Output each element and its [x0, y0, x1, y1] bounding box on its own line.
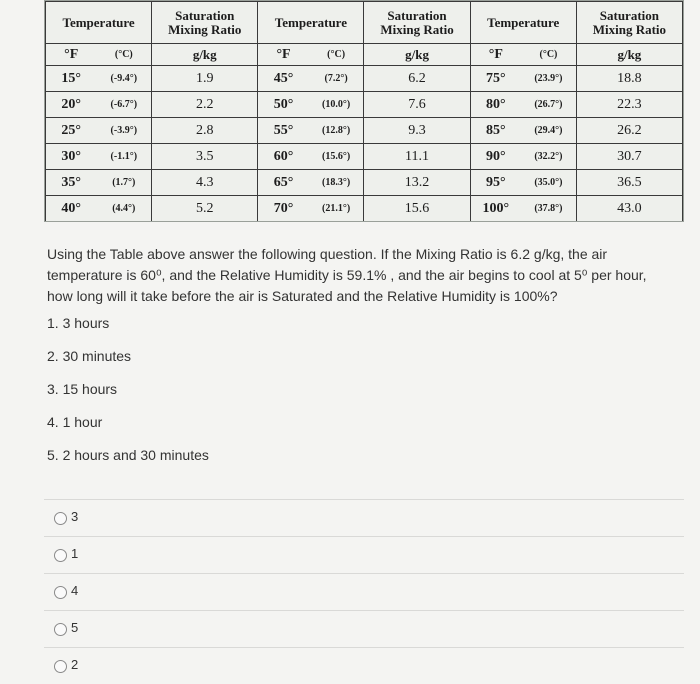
radio-button[interactable] — [54, 512, 67, 525]
temp-c-cell: (15.6°) — [309, 144, 364, 170]
temp-f-cell: 30° — [46, 144, 97, 170]
mixing-ratio-label: Mixing Ratio — [592, 21, 667, 37]
saturation-header — [576, 2, 682, 44]
ratio-unit: g/kg — [576, 44, 682, 66]
ratio-cell: 18.8 — [576, 66, 682, 92]
temp-f-cell: 40° — [46, 196, 97, 222]
question-option: 5. 2 hours and 30 minutes — [47, 447, 209, 463]
answer-choices — [44, 499, 684, 684]
temp-f-cell: 100° — [470, 196, 521, 222]
f-unit: °F — [258, 44, 309, 66]
answer-label[interactable]: 3 — [71, 509, 79, 524]
temp-c-cell: (23.9°) — [521, 66, 576, 92]
table-row — [46, 144, 683, 170]
radio-button[interactable] — [54, 623, 67, 636]
table-photo — [44, 0, 684, 222]
ratio-cell: 1.9 — [152, 66, 258, 92]
temp-c-cell: (21.1°) — [309, 196, 364, 222]
ratio-cell: 7.6 — [364, 92, 470, 118]
answer-choice[interactable] — [44, 647, 684, 684]
ratio-unit: g/kg — [364, 44, 470, 66]
temp-c-cell: (-6.7°) — [96, 92, 151, 118]
temp-c-cell: (10.0°) — [309, 92, 364, 118]
c-unit: (°C) — [96, 44, 151, 66]
radio-button[interactable] — [54, 586, 67, 599]
c-unit: (°C) — [521, 44, 576, 66]
ratio-cell: 43.0 — [576, 196, 682, 222]
temp-c-cell: (18.3°) — [309, 170, 364, 196]
temp-f-cell: 90° — [470, 144, 521, 170]
question-options — [47, 313, 209, 478]
table-row — [46, 196, 683, 222]
temp-c-cell: (-3.9°) — [96, 118, 151, 144]
ratio-cell: 26.2 — [576, 118, 682, 144]
table-row — [46, 66, 683, 92]
answer-label[interactable]: 4 — [71, 583, 79, 598]
temp-c-cell: (7.2°) — [309, 66, 364, 92]
answer-choice[interactable] — [44, 536, 684, 573]
ratio-cell: 4.3 — [152, 170, 258, 196]
ratio-unit: g/kg — [152, 44, 258, 66]
saturation-header — [364, 2, 470, 44]
radio-button[interactable] — [54, 660, 67, 673]
f-unit: °F — [470, 44, 521, 66]
c-unit: (°C) — [309, 44, 364, 66]
temp-c-cell: (29.4°) — [521, 118, 576, 144]
question-option: 2. 30 minutes — [47, 348, 132, 364]
temp-f-cell: 25° — [46, 118, 97, 144]
ratio-cell: 15.6 — [364, 196, 470, 222]
temp-c-cell: (26.7°) — [521, 92, 576, 118]
temp-c-cell: (37.8°) — [521, 196, 576, 222]
unit-row — [46, 44, 683, 66]
mixing-ratio-label: Mixing Ratio — [168, 21, 242, 37]
table-row — [46, 118, 683, 144]
header-row — [46, 2, 683, 44]
temp-f-cell: 65° — [258, 170, 309, 196]
table-body — [46, 2, 683, 222]
temp-f-cell: 15° — [46, 66, 97, 92]
temp-f-cell: 60° — [258, 144, 309, 170]
temp-c-cell: (35.0°) — [521, 170, 576, 196]
question-option: 1. 3 hours — [47, 315, 110, 331]
ratio-cell: 30.7 — [576, 144, 682, 170]
ratio-cell: 13.2 — [364, 170, 470, 196]
temp-f-cell: 75° — [470, 66, 521, 92]
temp-f-cell: 80° — [470, 92, 521, 118]
temp-c-cell: (4.4°) — [96, 196, 151, 222]
temp-f-cell: 45° — [258, 66, 309, 92]
answer-choice[interactable] — [44, 573, 684, 610]
saturation-header — [152, 2, 258, 44]
ratio-cell: 2.2 — [152, 92, 258, 118]
answer-label[interactable]: 5 — [71, 620, 79, 635]
ratio-cell: 5.2 — [152, 196, 258, 222]
temp-f-cell: 50° — [258, 92, 309, 118]
ratio-cell: 2.8 — [152, 118, 258, 144]
saturation-label: Saturation — [599, 7, 659, 23]
answer-choice[interactable] — [44, 499, 684, 536]
saturation-label: Saturation — [175, 7, 235, 23]
ratio-cell: 36.5 — [576, 170, 682, 196]
temp-c-cell: (-1.1°) — [96, 144, 151, 170]
temp-c-cell: (-9.4°) — [96, 66, 151, 92]
temperature-header: Temperature — [258, 2, 364, 44]
answer-label[interactable]: 1 — [71, 546, 79, 561]
radio-button[interactable] — [54, 549, 67, 562]
ratio-cell: 6.2 — [364, 66, 470, 92]
table-row — [46, 170, 683, 196]
temp-f-cell: 70° — [258, 196, 309, 222]
temp-f-cell: 55° — [258, 118, 309, 144]
temperature-header: Temperature — [470, 2, 576, 44]
temp-f-cell: 95° — [470, 170, 521, 196]
temp-f-cell: 85° — [470, 118, 521, 144]
ratio-cell: 3.5 — [152, 144, 258, 170]
table-row — [46, 92, 683, 118]
question-option: 4. 1 hour — [47, 414, 103, 430]
answer-label[interactable]: 2 — [71, 657, 79, 672]
ratio-cell: 11.1 — [364, 144, 470, 170]
ratio-cell: 22.3 — [576, 92, 682, 118]
temperature-header: Temperature — [46, 2, 152, 44]
question-option: 3. 15 hours — [47, 381, 118, 397]
saturation-table — [45, 1, 683, 222]
temp-c-cell: (12.8°) — [309, 118, 364, 144]
mixing-ratio-label: Mixing Ratio — [380, 21, 454, 37]
ratio-cell: 9.3 — [364, 118, 470, 144]
temp-f-cell: 35° — [46, 170, 97, 196]
question-text: Using the Table above answer the following question. If the Mixing Ratio is 6.2 g/kg, the air temperature is 60⁰, and the Relative Humidity is 59.1% , and the air begins to cool at 5⁰ per hour, how long will it take before the air is Saturated and the Relative Humidity is 100%? — [47, 246, 647, 304]
temp-c-cell: (1.7°) — [96, 170, 151, 196]
f-unit: °F — [46, 44, 97, 66]
temp-f-cell: 20° — [46, 92, 97, 118]
temp-c-cell: (32.2°) — [521, 144, 576, 170]
answer-choice[interactable] — [44, 610, 684, 647]
saturation-label: Saturation — [387, 7, 447, 23]
